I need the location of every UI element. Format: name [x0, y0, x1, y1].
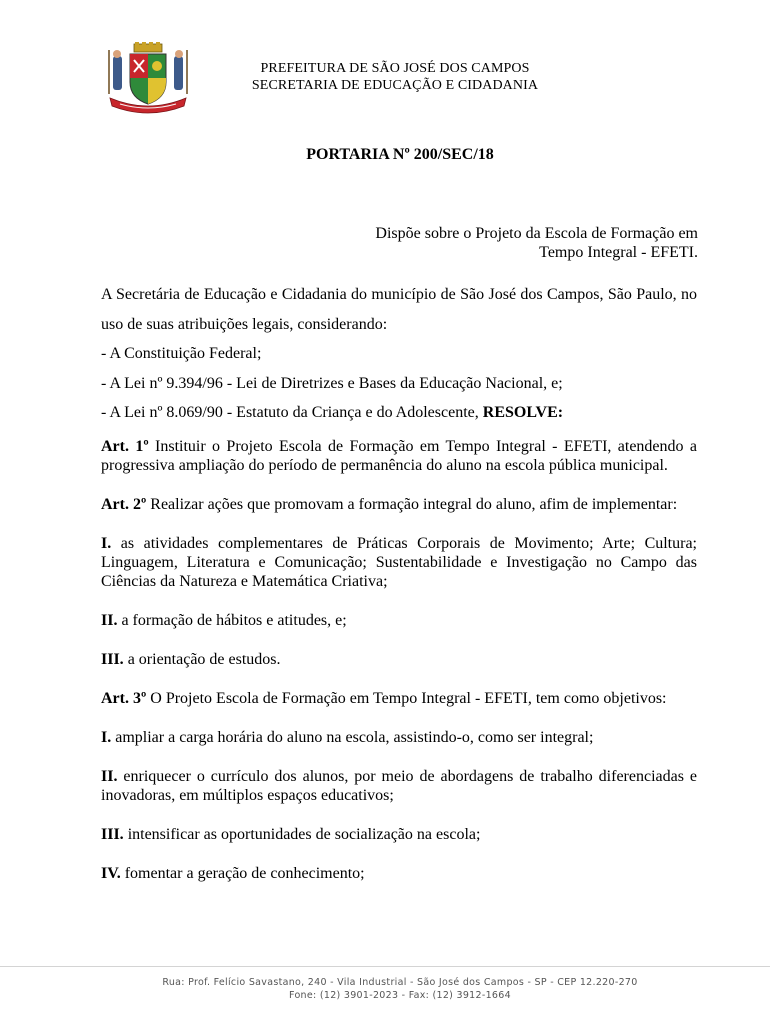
ementa-line-2: Tempo Integral - EFETI.	[539, 244, 698, 261]
preamble	[101, 280, 697, 428]
item-label: I.	[101, 729, 112, 746]
article-2-item-2	[101, 611, 697, 630]
header-secretaria: SECRETARIA DE EDUCAÇÃO E CIDADANIA	[251, 78, 539, 93]
article-1	[101, 437, 697, 475]
articles-body	[101, 437, 697, 903]
article-3-item-2	[101, 767, 697, 805]
item-label: III.	[101, 826, 124, 843]
article-2-item-1	[101, 534, 697, 591]
document-title: PORTARIA Nº 200/SEC/18	[306, 146, 494, 163]
institution-header	[200, 60, 590, 94]
footer	[0, 977, 770, 1002]
item-text: enriquecer o currículo dos alunos, por meio de abordagens de trabalho diferenciadas e inovadoras, em múltiplos espaços educativos;	[101, 768, 697, 804]
item-label: III.	[101, 651, 124, 668]
item-label: II.	[101, 612, 118, 629]
article-label: Art. 1º	[101, 438, 149, 455]
article-3-item-3	[101, 825, 697, 844]
footer-divider	[0, 966, 770, 967]
article-text: Instituir o Projeto Escola de Formação em Tempo Integral - EFETI, atendendo a progressiva ampliação do período de permanência do aluno na escola pública municipal.	[101, 438, 698, 474]
preamble-item-3-text: - A Lei nº 8.069/90 - Estatuto da Criança e do Adolescente,	[101, 404, 483, 421]
article-3-item-1	[101, 728, 697, 747]
article-label: Art. 3º	[101, 690, 147, 707]
preamble-item-3	[101, 398, 697, 428]
article-3	[101, 689, 697, 708]
city-coat-of-arms-icon	[104, 42, 192, 118]
item-label: II.	[101, 768, 118, 785]
item-text: a formação de hábitos e atitudes, e;	[117, 612, 347, 629]
preamble-item-2: - A Lei nº 9.394/96 - Lei de Diretrizes e Bases da Educação Nacional, e;	[101, 374, 563, 392]
preamble-paragraph: A Secretária de Educação e Cidadania do município de São José dos Campos, São Paulo, no uso de suas atribuições legais, considerando:	[101, 286, 697, 333]
preamble-item-1: - A Constituição Federal;	[101, 345, 262, 362]
item-text: intensificar as oportunidades de socialização na escola;	[123, 826, 481, 843]
article-3-item-4	[101, 864, 697, 883]
item-text: as atividades complementares de Práticas Corporais de Movimento; Arte; Cultura; Linguagem, Literatura e Comunicação; Sustentabilidade e Investigação no Campo das Ciências da Natureza e Matemática Criativa;	[101, 535, 697, 590]
article-text: O Projeto Escola de Formação em Tempo Integral - EFETI, tem como objetivos:	[146, 690, 667, 707]
header-prefeitura: PREFEITURA DE SÃO JOSÉ DOS CAMPOS	[260, 61, 530, 76]
article-text: Realizar ações que promovam a formação integral do aluno, afim de implementar:	[146, 496, 678, 513]
item-text: fomentar a geração de conhecimento;	[120, 865, 365, 882]
ementa	[278, 224, 698, 262]
resolve-keyword: RESOLVE:	[482, 404, 564, 421]
item-label: I.	[101, 535, 112, 552]
item-text: a orientação de estudos.	[123, 651, 281, 668]
article-2	[101, 495, 697, 514]
item-label: IV.	[101, 865, 121, 882]
ementa-line-1: Dispõe sobre o Projeto da Escola de Formação em	[375, 225, 698, 242]
article-2-item-3	[101, 650, 697, 669]
footer-phone: Fone: (12) 3901-2023 - Fax: (12) 3912-1664	[289, 989, 511, 1001]
footer-address: Rua: Prof. Felício Savastano, 240 - Vila Industrial - São José dos Campos - SP - CEP 12.220-270	[162, 977, 638, 988]
article-label: Art. 2º	[101, 496, 147, 513]
item-text: ampliar a carga horária do aluno na escola, assistindo-o, como ser integral;	[111, 729, 594, 746]
